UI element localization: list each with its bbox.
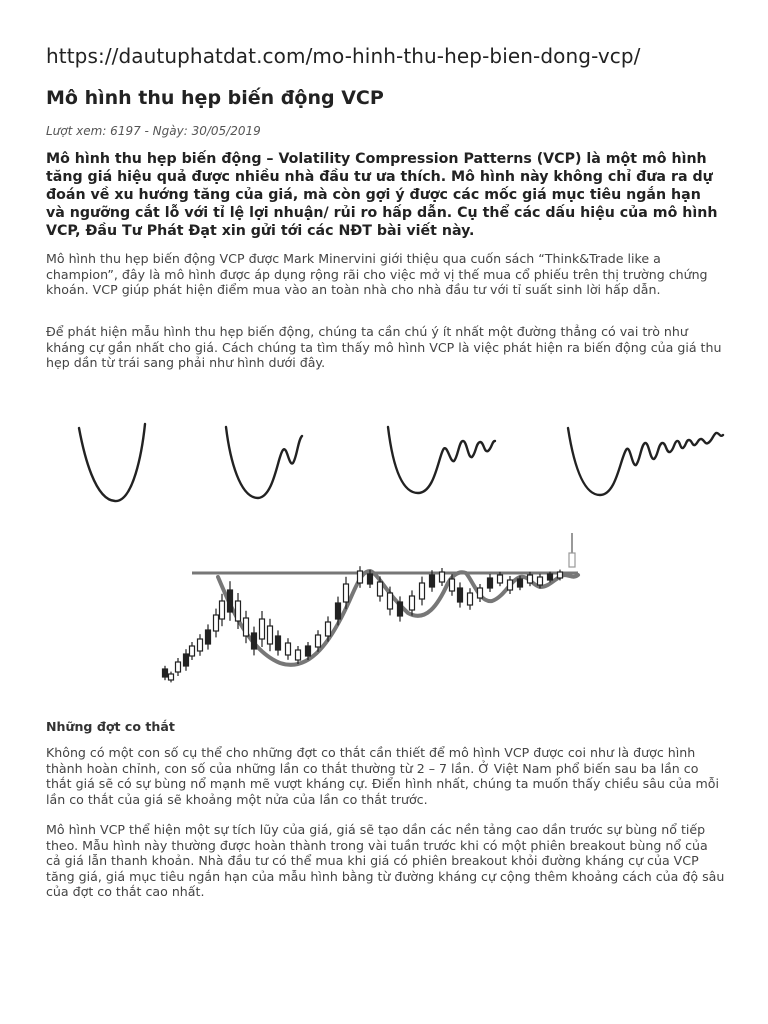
candle-body	[286, 643, 291, 655]
candle-body	[528, 575, 533, 583]
candle-body	[420, 583, 425, 599]
article-title: Mô hình thu hẹp biến động VCP	[46, 87, 384, 109]
section-heading-contractions: Những đợt co thắt	[46, 719, 175, 734]
candle-body	[410, 596, 415, 610]
candle-body	[214, 615, 219, 631]
candle-body	[548, 574, 553, 580]
candle-body	[440, 572, 445, 582]
candle-body	[398, 602, 403, 616]
candle-body	[336, 603, 341, 619]
breakout-candle-body	[569, 553, 575, 567]
candle-body	[498, 575, 503, 583]
vcp-sketch-1	[79, 424, 145, 501]
candle-body	[468, 593, 473, 605]
candle-body	[206, 630, 211, 644]
candle-body	[478, 588, 483, 598]
candle-body	[430, 575, 435, 587]
candle-body	[518, 579, 523, 587]
candle-body	[388, 593, 393, 609]
candle-body	[176, 662, 181, 672]
candlestick-chart	[163, 533, 579, 682]
candle-body	[306, 646, 311, 656]
candle-body	[558, 572, 563, 578]
page-url[interactable]: https://dautuphatdat.com/mo-hinh-thu-hep-bien-dong-vcp/	[46, 44, 641, 68]
paragraph-resistance: Để phát hiện mẫu hình thu hẹp biến động, chúng ta cần chú ý ít nhất một đường thẳng có vai trò như kháng cự gần nhất cho giá. Cách chúng ta tìm thấy mô hình VCP là việc phát hiện ra biến động của giá thu hẹp dần từ trái sang phải như hình dưới đây.	[46, 324, 722, 370]
candle-body	[220, 601, 225, 619]
contraction-trendline	[218, 571, 578, 665]
vcp-sketch-4	[568, 428, 723, 495]
candle-body	[276, 636, 281, 650]
candle-body	[326, 622, 331, 636]
candle-body	[252, 633, 257, 649]
candle-body	[184, 654, 189, 666]
candle-body	[368, 574, 373, 584]
candle-body	[228, 590, 233, 612]
candle-body	[163, 669, 168, 677]
candle-body	[508, 580, 513, 590]
candle-body	[488, 578, 493, 588]
candle-body	[538, 577, 543, 585]
article-lead: Mô hình thu hẹp biến động – Volatility Compression Patterns (VCP) là một mô hình tăng giá hiệu quả được nhiều nhà đầu tư ưa thích. Mô hình này không chỉ đưa ra dự đoán về xu hướng tăng của giá, mà còn gợi ý được các mốc giá mục tiêu ngắn hạn và ngưỡng cắt lỗ với tỉ lệ lợi nhuận/ rủi ro hấp dẫn. Cụ thể các dấu hiệu của mô hình VCP, Đầu Tư Phát Đạt xin gửi tới các NĐT bài viết này.	[46, 151, 718, 239]
candle-body	[296, 650, 301, 660]
paragraph-accumulation: Mô hình VCP thể hiện một sự tích lũy của giá, giá sẽ tạo dần các nền tảng cao dần trước sự bùng nổ tiếp theo. Mẫu hình này thường được hoàn thành trong vài tuần trước khi có một phiên breakout bùng nổ của cả giá lẫn thanh khoản. Nhà đầu tư có thể mua khi giá có phiên breakout khỏi đường kháng cự của VCP tăng giá, giá mục tiêu ngắn hạn của mẫu hình bằng từ đường kháng cự cộng thêm khoảng cách của độ sâu của đợt co thắt cao nhất.	[46, 822, 725, 899]
candle-body	[236, 601, 241, 621]
candle-body	[268, 626, 273, 644]
vcp-sketch-2	[226, 427, 302, 498]
candle-body	[244, 618, 249, 636]
candle-body	[458, 588, 463, 602]
paragraph-intro: Mô hình thu hẹp biến động VCP được Mark Minervini giới thiệu qua cuốn sách “Think&Trade like a champion”, đây là mô hình được áp dụng rộng rãi cho việc mở vị thế mua cổ phiếu trên thị trường chứng khoán. VCP giúp phát hiện điểm mua vào an toàn nhà cho nhà đầu tư với tỉ suất sinh lời hấp dẫn.	[46, 251, 708, 297]
candle-body	[358, 571, 363, 583]
paragraph-contractions: Không có một con số cụ thể cho những đợt co thắt cần thiết để mô hình VCP được coi như là được hình thành hoàn chỉnh, con số của những lần co thắt thường từ 2 – 7 lần. Ở Việt Nam phổ biến sau ba lần co thắt giá sẽ có sự bùng nổ mạnh mẽ vượt kháng cự. Điển hình nhất, chúng ta muốn thấy chiều sâu của mỗi lần co thắt của giá sẽ khoảng một nửa của lần co thắt trước.	[46, 745, 719, 807]
vcp-sketch-3	[388, 427, 495, 493]
candle-body	[190, 646, 195, 656]
candle-body	[316, 635, 321, 647]
article-meta: Lượt xem: 6197 - Ngày: 30/05/2019	[46, 124, 261, 138]
candle-body	[260, 619, 265, 639]
candle-body	[378, 582, 383, 596]
candle-body	[344, 584, 349, 602]
vcp-illustration	[70, 405, 730, 695]
candle-body	[450, 579, 455, 591]
candle-body	[198, 639, 203, 651]
candle-body	[169, 674, 174, 680]
